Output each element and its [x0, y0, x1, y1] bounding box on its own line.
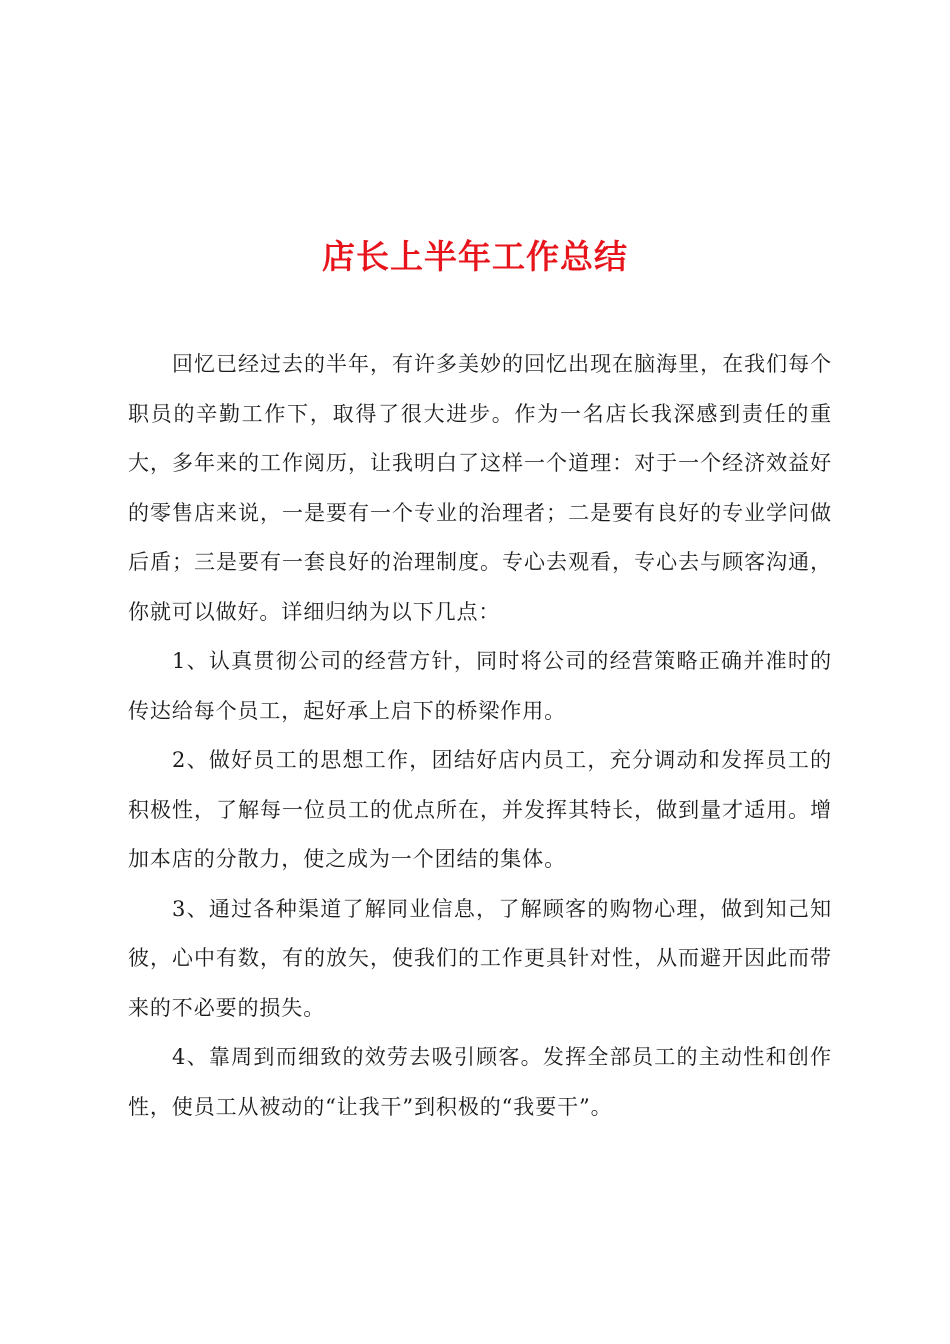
point-1-paragraph: 1、认真贯彻公司的经营方针，同时将公司的经营策略正确并准时的传达给每个员工，起好承上启下的桥梁作用。: [128, 649, 832, 723]
point-2-paragraph: 2、做好员工的思想工作，团结好店内员工，充分调动和发挥员工的积极性，了解每一位员工的优点所在，并发挥其特长，做到量才适用。增加本店的分散力，使之成为一个团结的集体。: [128, 748, 832, 871]
document-body: [128, 340, 832, 1132]
point-4-paragraph: 4、靠周到而细致的效劳去吸引顾客。发挥全部员工的主动性和创作性，使员工从被动的“让我干”到积极的“我要干”。: [128, 1045, 832, 1119]
document-title: 店长上半年工作总结: [322, 237, 628, 277]
point-3-paragraph: 3、通过各种渠道了解同业信息，了解顾客的购物心理，做到知己知彼，心中有数，有的放矢，使我们的工作更具针对性，从而避开因此而带来的不必要的损失。: [128, 896, 832, 1020]
intro-paragraph: 回忆已经过去的半年，有许多美妙的回忆出现在脑海里，在我们每个职员的辛勤工作下，取得了很大进步。作为一名店长我深感到责任的重大，多年来的工作阅历，让我明白了这样一个道理：对于一个经济效益好的零售店来说，一是要有一个专业的治理者；二是要有良好的专业学问做后盾；三是要有一套良好的治理制度。专心去观看，专心去与顾客沟通，你就可以做好。详细归纳为以下几点：: [128, 352, 832, 624]
